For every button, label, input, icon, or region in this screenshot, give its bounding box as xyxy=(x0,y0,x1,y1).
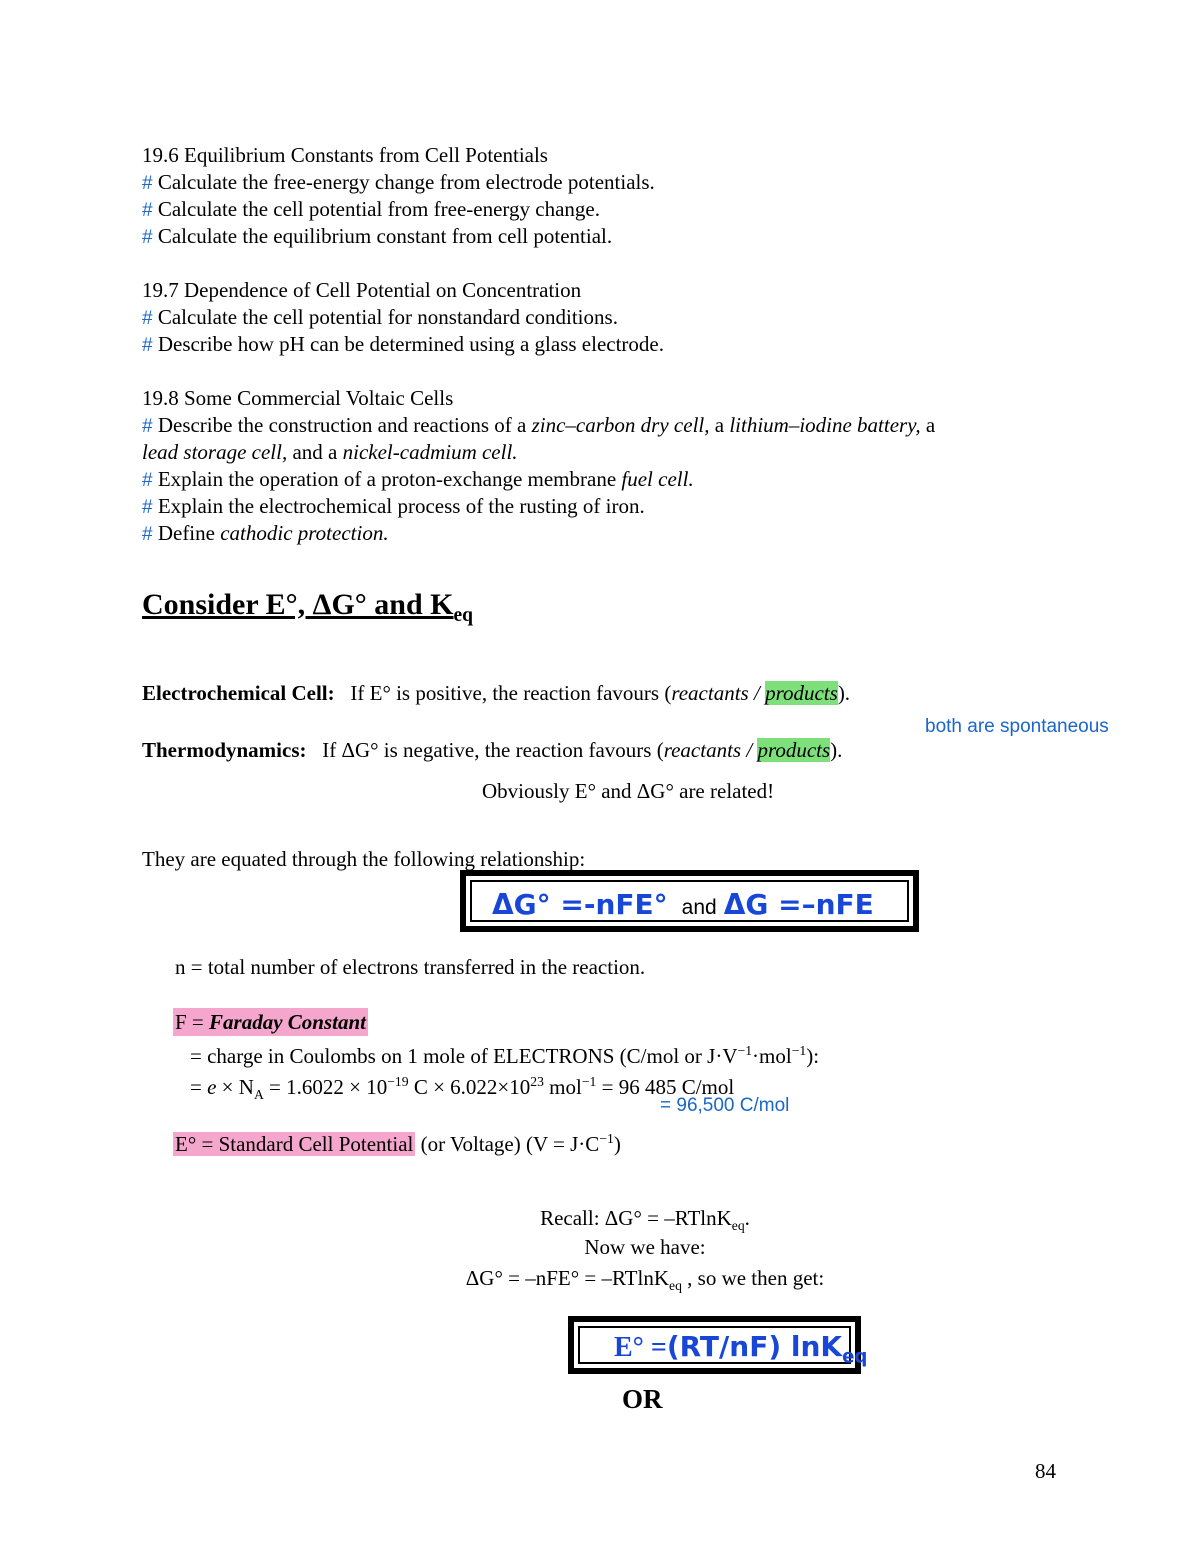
term-fuel-cell: fuel cell. xyxy=(621,467,694,491)
calc-text: = xyxy=(190,1075,208,1099)
faraday-calculation-line xyxy=(190,1068,734,1109)
charge-text: = charge in Coulombs on 1 mole of ELECTRONS (C/mol or J·V xyxy=(190,1044,738,1068)
objective-item xyxy=(142,196,600,224)
objective-text: Describe the construction and reactions of a xyxy=(157,413,532,437)
obviously-related: Obviously E° and ΔG° are related! xyxy=(482,779,775,803)
e-def-sup: −1 xyxy=(599,1131,614,1146)
thermo-label: Thermodynamics: xyxy=(142,738,307,762)
calc-text: × N xyxy=(216,1075,254,1099)
equation-box-1 xyxy=(460,870,919,932)
combined-sub: eq xyxy=(669,1278,682,1294)
recall-sub: eq xyxy=(731,1218,745,1234)
faraday-label: F = xyxy=(175,1010,210,1034)
bullet-hash: # xyxy=(142,200,153,221)
objective-item xyxy=(142,466,694,494)
e-standard-highlight: E° = Standard Cell Potential xyxy=(175,1132,414,1156)
bullet-hash: # xyxy=(142,227,153,248)
bullet-hash: # xyxy=(142,173,153,194)
electro-label: Electrochemical Cell: xyxy=(142,681,335,705)
delta-g-equation-lhs: ΔG = xyxy=(723,888,802,921)
objective-item xyxy=(142,169,655,197)
thermo-slash: / xyxy=(741,738,758,762)
objective-text: Describe how pH can be determined using a glass electrode. xyxy=(157,332,664,356)
term-nickel-cadmium: nickel-cadmium cell. xyxy=(342,440,518,464)
faraday-definition-highlight xyxy=(173,1008,368,1036)
combined-text: , so we then get: xyxy=(681,1266,825,1290)
objective-item xyxy=(142,493,645,521)
equation-box-2-content xyxy=(614,1330,867,1375)
now-we-have: Now we have: xyxy=(584,1235,706,1259)
combined-text: ΔG° = –nFE° = –RTlnK xyxy=(465,1266,670,1290)
heading-sub: eq xyxy=(453,605,473,626)
charge-sup: −1 xyxy=(737,1043,753,1058)
section-title-19-7: 19.7 Dependence of Cell Potential on Concentration xyxy=(142,278,582,302)
calc-sup: 23 xyxy=(530,1074,544,1089)
equation-box-1-content xyxy=(492,888,874,925)
bullet-hash: # xyxy=(142,416,153,437)
section-title-19-8: 19.8 Some Commercial Voltaic Cells xyxy=(142,386,454,410)
page-heading xyxy=(142,586,473,635)
objective-text: Calculate the cell potential for nonstandard conditions. xyxy=(157,305,618,329)
objective-item xyxy=(142,223,612,251)
combined-equation-line xyxy=(0,1264,1200,1300)
calc-text: mol xyxy=(543,1075,582,1099)
bullet-hash: # xyxy=(142,470,153,491)
calc-text: C × 6.022×10 xyxy=(408,1075,531,1099)
bullet-hash: # xyxy=(142,308,153,329)
note-96500: = 96,500 C/mol xyxy=(660,1095,790,1116)
or-label: OR xyxy=(622,1384,663,1414)
calc-sub: A xyxy=(253,1087,264,1103)
charge-sup: −1 xyxy=(791,1043,807,1058)
objective-text: Define xyxy=(157,521,221,545)
thermo-text: If ΔG° is negative, the reaction favours ( xyxy=(322,738,664,762)
e-def-text: (or Voltage) (V = J·C xyxy=(415,1132,600,1156)
objective-item xyxy=(142,412,935,440)
term-zinc-carbon: zinc–carbon dry cell, xyxy=(531,413,710,437)
recall-text: . xyxy=(744,1206,750,1230)
thermo-reactants: reactants xyxy=(663,738,742,762)
charge-text: ·mol xyxy=(752,1044,792,1068)
e-standard-sub: eq xyxy=(842,1346,868,1368)
objective-item-continued xyxy=(142,439,518,466)
objective-text: Calculate the free-energy change from electrode potentials. xyxy=(157,170,655,194)
calc-sup: −1 xyxy=(581,1074,597,1089)
objective-text: Calculate the cell potential from free-energy change. xyxy=(157,197,600,221)
note-both-spontaneous: both are spontaneous xyxy=(925,716,1109,737)
equated-text: They are equated through the following relationship: xyxy=(142,847,586,871)
objective-item xyxy=(142,304,618,332)
electro-products-highlight: products xyxy=(765,681,838,705)
calc-e: e xyxy=(207,1075,217,1099)
calc-text: = 96 485 C/mol xyxy=(596,1075,735,1099)
bullet-hash: # xyxy=(142,497,153,518)
objective-item xyxy=(142,331,664,359)
electro-close: ). xyxy=(837,681,851,705)
term-lithium-iodine: lithium–iodine battery, xyxy=(729,413,921,437)
e-standard-definition-line xyxy=(173,1125,621,1158)
thermo-close: ). xyxy=(830,738,843,762)
faraday-charge-line xyxy=(190,1037,819,1070)
term-cathodic-protection: cathodic protection. xyxy=(220,521,389,545)
objective-text: and a xyxy=(287,440,343,464)
faraday-name: Faraday Constant xyxy=(209,1010,366,1034)
calc-sup: −19 xyxy=(387,1074,409,1089)
equation-box-2 xyxy=(568,1316,868,1374)
bullet-hash: # xyxy=(142,524,153,545)
electro-text: If E° is positive, the reaction favours ( xyxy=(350,681,672,705)
e-standard-rhs: (RT/nF) lnK xyxy=(666,1330,843,1363)
e-def-text: ) xyxy=(613,1132,621,1156)
delta-g-equation-rhs: –nFE xyxy=(801,888,874,921)
bullet-hash: # xyxy=(142,335,153,356)
thermodynamics-line xyxy=(142,736,842,764)
equation-and: and xyxy=(681,896,717,919)
heading-text: Consider E°, ΔG° and K xyxy=(142,588,454,621)
calc-text: = 1.6022 × 10 xyxy=(263,1075,388,1099)
charge-text: ): xyxy=(806,1044,820,1068)
electro-reactants: reactants xyxy=(671,681,749,705)
objective-text: Explain the operation of a proton-exchange membrane xyxy=(157,467,622,491)
thermo-products-highlight: products xyxy=(757,738,831,762)
electrochemical-line xyxy=(142,679,850,707)
objective-text: a xyxy=(709,413,730,437)
objective-text: a xyxy=(920,413,936,437)
delta-g-standard-equation: ΔG° =-nFE° xyxy=(492,888,668,921)
n-definition: n = total number of electrons transferred in the reaction. xyxy=(175,955,646,979)
e-standard-lhs: E° = xyxy=(614,1332,667,1363)
recall-text: Recall: ΔG° = –RTlnK xyxy=(540,1206,732,1230)
objective-item xyxy=(142,520,389,548)
objective-text: Explain the electrochemical process of the rusting of iron. xyxy=(157,494,645,518)
section-title-19-6: 19.6 Equilibrium Constants from Cell Potentials xyxy=(142,143,548,167)
page-number: 84 xyxy=(1035,1459,1056,1483)
electro-slash: / xyxy=(748,681,766,705)
term-lead-storage: lead storage cell, xyxy=(142,440,288,464)
objective-text: Calculate the equilibrium constant from cell potential. xyxy=(157,224,613,248)
